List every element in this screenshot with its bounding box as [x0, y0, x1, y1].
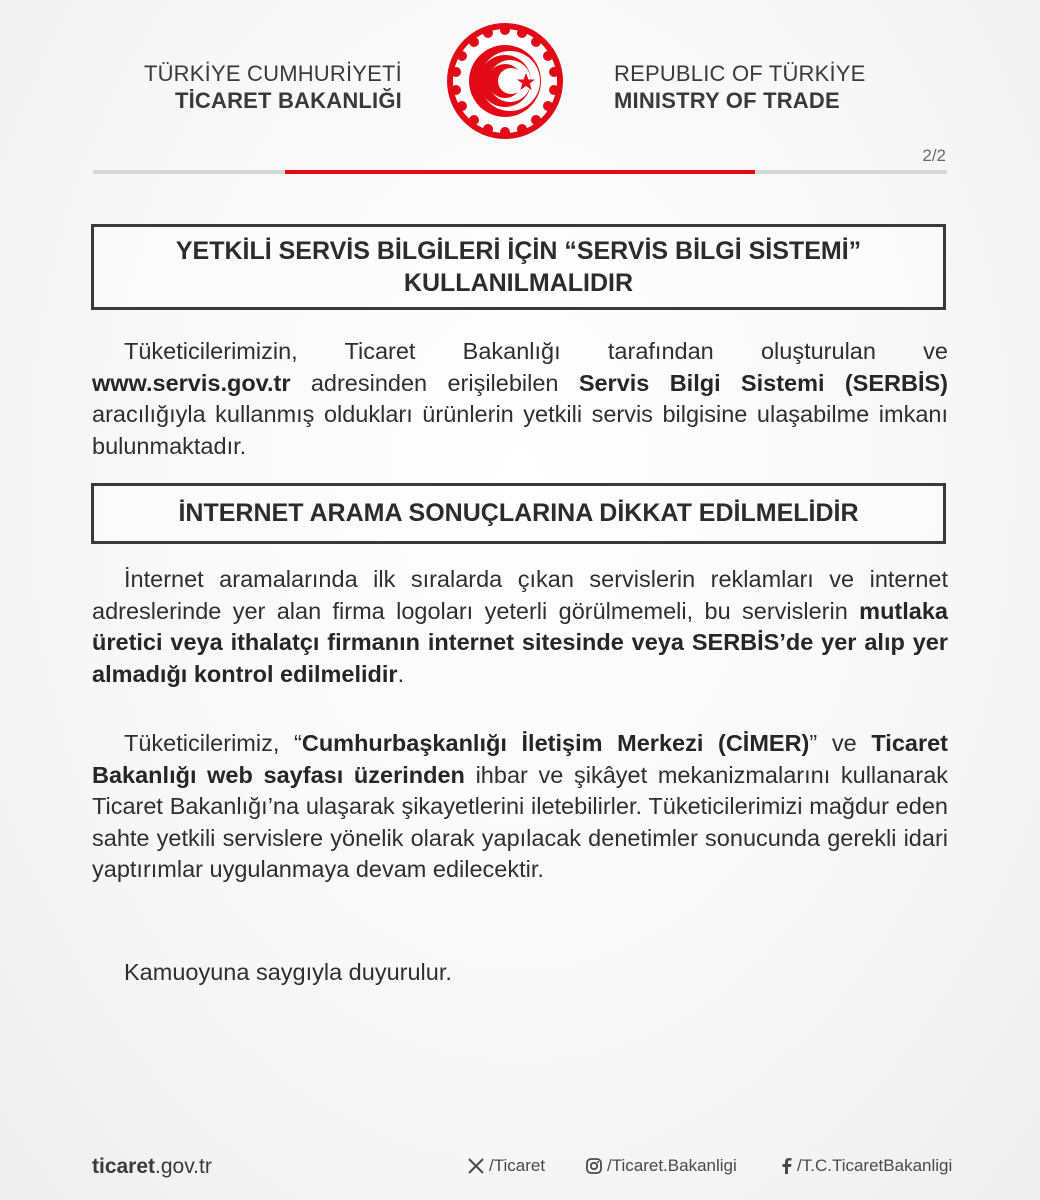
x-handle: /Ticaret: [489, 1156, 546, 1175]
ministry-emblem-logo: [444, 20, 566, 142]
site-bold: ticaret: [92, 1155, 156, 1178]
header-divider-accent: [285, 170, 755, 174]
serbis-name: Servis Bilgi Sistemi (SERBİS): [578, 369, 948, 396]
instagram-icon: [585, 1157, 603, 1175]
emphasis-text: mutlaka üretici veya ithalatçı firmanın internet sitesinde veya SERBİS’de yer alıp yer almadığı kontrol edilmelidir: [92, 597, 948, 687]
page-number: 2/2: [922, 146, 946, 165]
ministry-name-en: [614, 60, 866, 114]
paragraph-serbis: [92, 336, 948, 462]
ministry-title-en: MINISTRY OF TRADE: [614, 88, 840, 113]
paragraph-complaints: [92, 728, 948, 886]
heading-text: İNTERNET ARAMA SONUÇLARINA DİKKAT EDİLMELİDİR: [178, 499, 859, 527]
text-run: .: [397, 660, 405, 687]
instagram-handle: /Ticaret.Bakanligi: [607, 1156, 737, 1175]
section-heading-servis: [91, 224, 946, 310]
ministry-name-tr: [144, 60, 402, 114]
website-link[interactable]: [92, 1155, 212, 1179]
heading-line-1: YETKİLİ SERVİS BİLGİLERİ İÇİN “SERVİS BİLGİ SİSTEMİ”: [175, 237, 862, 265]
heading-line-2: KULLANILMALIDIR: [403, 269, 634, 297]
republic-name-tr: TÜRKİYE CUMHURİYETİ: [143, 61, 402, 86]
x-icon: [467, 1157, 485, 1175]
text-run: ihbar ve şikâyet mekanizmalarını kullanarak Ticaret Bakanlığı’na ulaşarak şikayetlerini iletebilirler. Tüketicilerimizi mağdur eden sahte yetkili servislere yönelik olarak yapılacak denetimler sonucunda gerekli idari yaptırımlar uygulanmaya devam edilecektir.: [92, 761, 949, 882]
text-run: Tüketicilerimiz, “: [124, 730, 302, 756]
cimer-name: Cumhurbaşkanlığı İletişim Merkezi (CİMER): [301, 730, 810, 756]
republic-name-en: REPUBLIC OF TÜRKİYE: [614, 61, 866, 86]
closing-statement: [92, 957, 948, 989]
ministry-web-page: Ticaret Bakanlığı web sayfası üzerinden: [92, 730, 948, 788]
text-run: Tüketicilerimizin, Ticaret Bakanlığı tarafından oluşturulan ve: [124, 338, 948, 364]
ministry-title-tr: TİCARET BAKANLIĞI: [174, 88, 402, 113]
facebook-link[interactable]: [779, 1156, 952, 1176]
text-run: Kamuoyuna saygıyla duyurulur.: [124, 959, 452, 985]
section-heading-internet: [91, 483, 946, 544]
paragraph-internet-search: [92, 564, 948, 690]
footer: [0, 1152, 1040, 1192]
letterhead: [0, 0, 1040, 165]
text-run: adresinden erişilebilen: [290, 369, 579, 396]
facebook-handle: /T.C.TicaretBakanligi: [797, 1156, 953, 1175]
facebook-icon: [779, 1157, 793, 1175]
text-run: aracılığıyla kullanmış oldukları ürünlerin yetkili servis bilgisine ulaşabilme imkanı bulunmaktadır.: [92, 401, 948, 459]
text-run: İnternet aramalarında ilk sıralarda çıkan servislerin reklamları ve internet adreslerinde yer alan firma logoları yeterli görülmemeli, bu servislerin: [92, 566, 948, 624]
x-link[interactable]: [467, 1156, 545, 1176]
instagram-link[interactable]: [585, 1156, 737, 1176]
text-run: ” ve: [809, 730, 872, 756]
servis-link[interactable]: www.servis.gov.tr: [92, 369, 291, 396]
site-domain: .gov.tr: [155, 1155, 212, 1178]
